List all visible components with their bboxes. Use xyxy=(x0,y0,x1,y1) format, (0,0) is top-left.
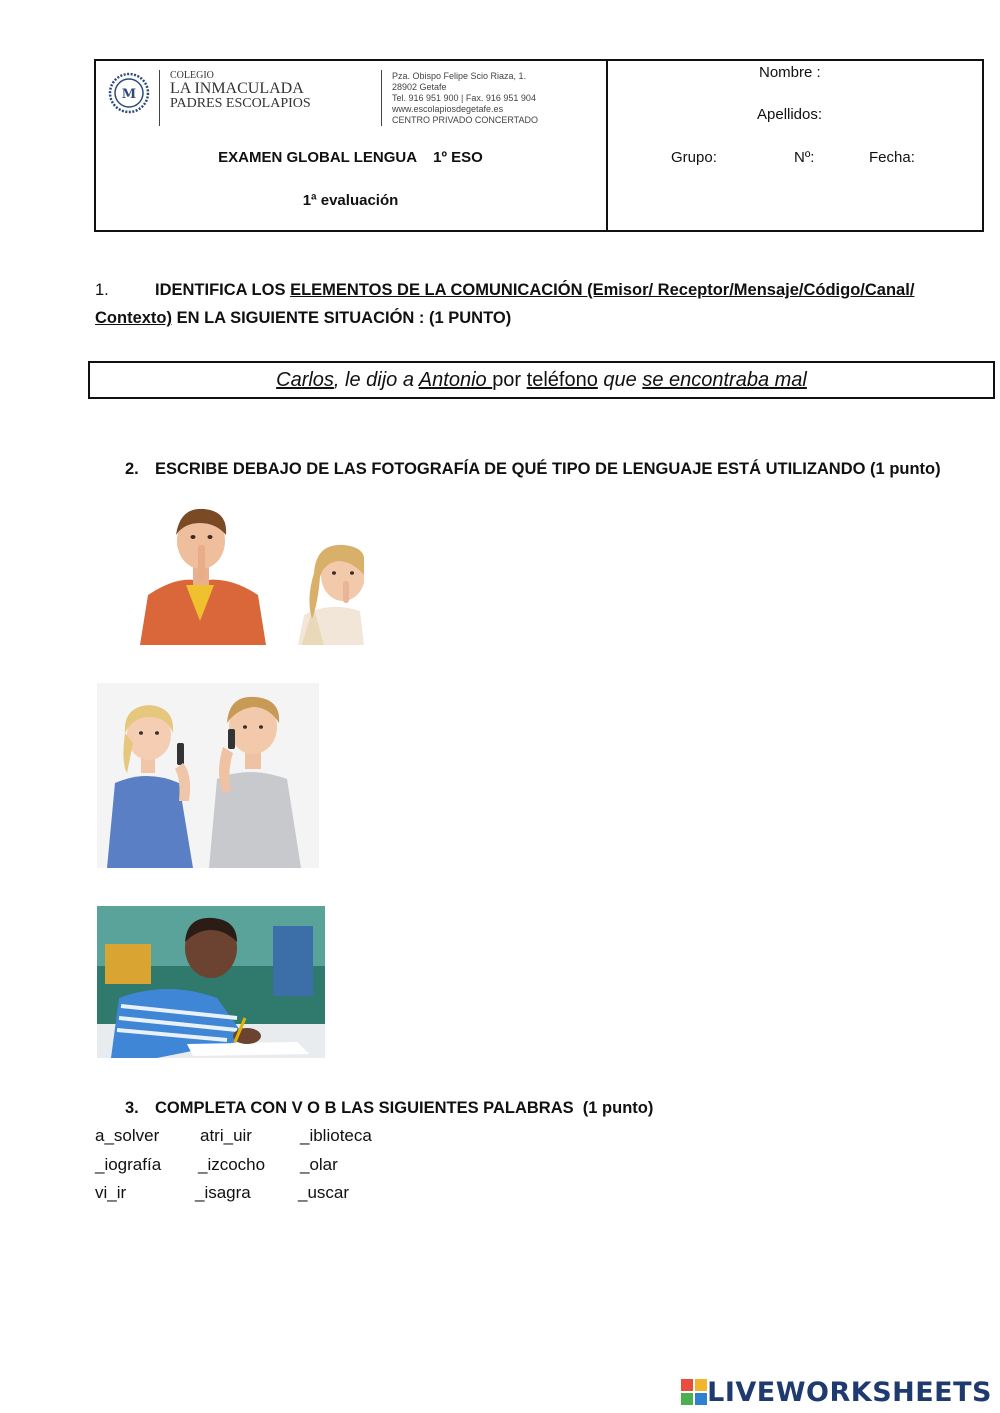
question1-title xyxy=(95,276,975,332)
sentence-emisor: Carlos xyxy=(276,369,334,391)
question1-suffix: EN LA SIGUIENTE SITUACIÓN : (1 PUNTO) xyxy=(176,309,512,327)
word-item: atri_uir xyxy=(200,1126,252,1145)
sentence-receptor: Antonio xyxy=(418,369,493,391)
nombre-label: Nombre : xyxy=(759,64,821,81)
photo-boy-writing xyxy=(97,906,325,1058)
numero-label: Nº: xyxy=(794,149,815,166)
school-seal-icon xyxy=(108,72,150,114)
school-colegio-label: COLEGIO xyxy=(170,70,214,81)
address-line: www.escolapiosdegetafe.es xyxy=(392,104,504,114)
question2-title xyxy=(125,455,985,483)
question3-number: 3. xyxy=(125,1099,139,1117)
word-item: a_solver xyxy=(95,1126,160,1145)
sentence-mensaje: se encontraba mal xyxy=(642,369,807,391)
question1-number: 1. xyxy=(95,281,109,299)
word-item: _iblioteca xyxy=(300,1126,372,1145)
question3-title xyxy=(125,1094,985,1122)
photo-children-on-phones xyxy=(97,683,319,868)
address-line: CENTRO PRIVADO CONCERTADO xyxy=(392,115,539,125)
question1-underlined-a: ELEMENTOS DE LA COMUNICACIÓN (Emisor/ Receptor/Mensaje/Código/Canal/ xyxy=(290,281,915,299)
word-item: vi_ir xyxy=(95,1183,127,1202)
photo-children-silence-gesture xyxy=(138,503,364,645)
liveworksheets-brand: LIVEWORKSHEETS xyxy=(707,1376,992,1408)
exam-title: EXAMEN GLOBAL LENGUA 1º ESO xyxy=(218,149,483,166)
word-item: _uscar xyxy=(298,1183,350,1202)
question2-text: ESCRIBE DEBAJO DE LAS FOTOGRAFÍA DE QUÉ TIPO DE LENGUAJE ESTÁ UTILIZANDO (1 punto) xyxy=(155,460,941,478)
grupo-label: Grupo: xyxy=(671,149,717,166)
sentence-part: , le dijo a xyxy=(333,369,419,391)
question3-text: COMPLETA CON V O B LAS SIGUIENTES PALABRAS (1 punto) xyxy=(155,1099,654,1117)
school-address xyxy=(392,71,552,126)
logo-separator xyxy=(159,70,160,126)
question1-underlined-b: Contexto) xyxy=(95,309,172,327)
word-item: _izcocho xyxy=(198,1155,266,1174)
address-line: Tel. 916 951 900 | Fax. 916 951 904 xyxy=(392,93,536,103)
address-separator xyxy=(381,70,382,126)
sentence-canal: teléfono xyxy=(526,369,598,391)
address-line: Pza. Obispo Felipe Scio Riaza, 1. 28902 Getafe xyxy=(392,71,527,92)
word-item: _olar xyxy=(300,1155,338,1174)
liveworksheets-logo[interactable] xyxy=(681,1377,992,1407)
svg-text:M: M xyxy=(121,87,137,102)
question1-prefix: IDENTIFICA LOS xyxy=(155,281,286,299)
fecha-label: Fecha: xyxy=(869,149,915,166)
word-item: _isagra xyxy=(195,1183,251,1202)
school-name-line1: LA INMACULADA xyxy=(170,80,304,97)
header-divider xyxy=(606,59,608,232)
situation-box xyxy=(88,361,995,399)
liveworksheets-logo-icon xyxy=(681,1379,707,1405)
sentence-part: que xyxy=(597,369,643,391)
question2-number: 2. xyxy=(125,460,139,478)
school-name-line2: PADRES ESCOLAPIOS xyxy=(170,96,311,111)
apellidos-label: Apellidos: xyxy=(757,106,823,123)
word-item: _iografía xyxy=(95,1155,162,1174)
evaluation-label: 1ª evaluación xyxy=(302,192,399,209)
sentence-part: por xyxy=(492,369,527,391)
